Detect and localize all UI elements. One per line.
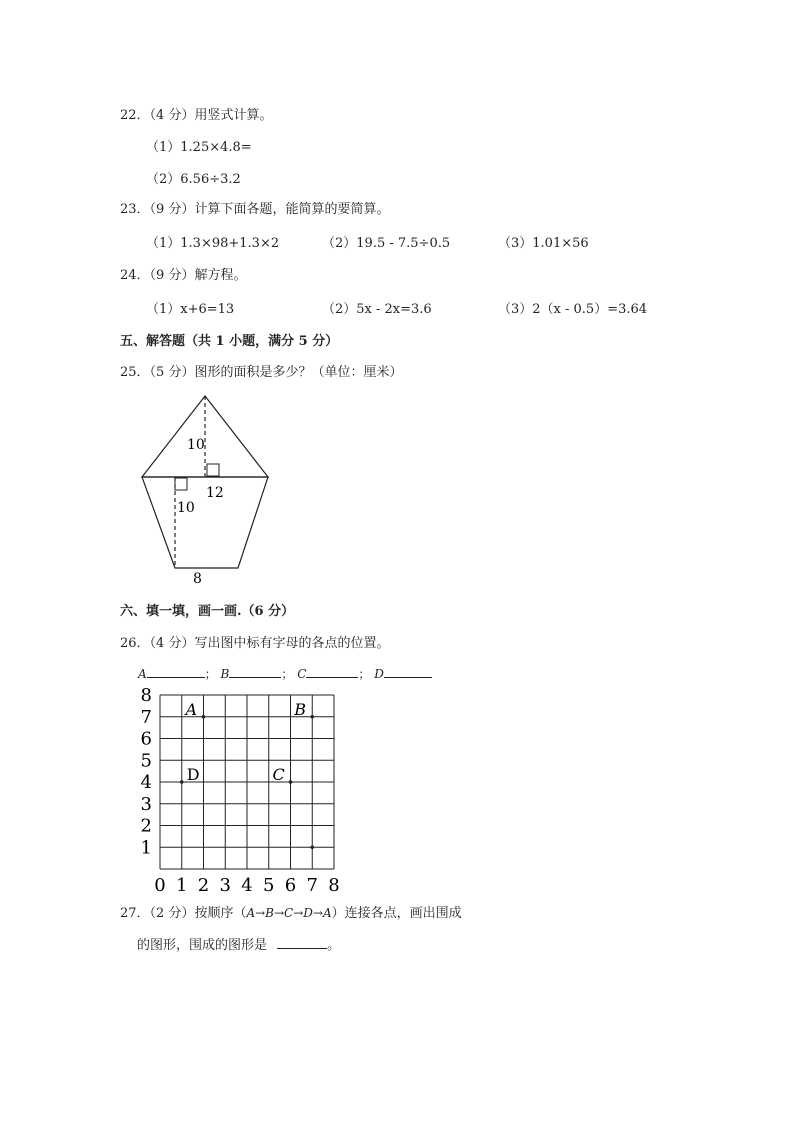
label-base: 12 <box>206 485 224 501</box>
blank-a[interactable] <box>147 677 205 678</box>
blank-label-a: A <box>138 667 147 681</box>
x-tick-label: 3 <box>219 875 231 896</box>
q27-line2 <box>137 934 340 953</box>
y-tick-label: 5 <box>140 750 152 772</box>
q26-title: 26．（4 分）写出图中标有字母的各点的位置。 <box>120 636 390 651</box>
q24-title: 24．（9 分）解方程。 <box>120 268 247 283</box>
q27-title <box>120 902 462 921</box>
blank-shape[interactable] <box>277 948 327 949</box>
section6-title: 六、填一填，画一画.（6 分） <box>120 604 295 619</box>
label-trapezoid-height: 10 <box>177 500 195 516</box>
q27-end: 。 <box>327 938 341 953</box>
right-angle-mark-2 <box>175 478 187 490</box>
x-tick-label: 7 <box>306 875 318 896</box>
q23-item-2: （2）19.5 - 7.5÷0.5 <box>322 236 451 251</box>
grid-point-d <box>180 780 184 784</box>
q22-title: 22．（4 分）用竖式计算。 <box>120 108 273 123</box>
x-tick-label: 8 <box>328 875 340 896</box>
q24-item-2: （2）5x - 2x=3.6 <box>322 302 432 317</box>
q26-blanks <box>138 665 432 682</box>
x-tick-label: 1 <box>176 875 188 896</box>
separator-1: ； <box>204 667 217 681</box>
point-label-c: C <box>272 765 285 784</box>
q22-item-1: （1）1.25×4.8= <box>146 140 252 155</box>
label-bottom: 8 <box>193 571 202 587</box>
y-tick-label: 6 <box>140 728 152 750</box>
grid-point-b <box>310 715 314 719</box>
q27-prefix: 27．（2 分）按顺序（ <box>120 906 247 921</box>
y-tick-label: 2 <box>140 815 152 837</box>
blank-d[interactable] <box>384 677 432 678</box>
triangle-shape <box>142 396 268 477</box>
q27-suffix: ）连接各点，画出围成 <box>331 906 462 921</box>
q23-title: 23．（9 分）计算下面各题，能简算的要简算。 <box>120 202 390 217</box>
grid-point <box>310 845 314 849</box>
label-triangle-height: 10 <box>187 437 205 453</box>
x-tick-label: 4 <box>241 875 253 896</box>
separator-2: ； <box>281 667 294 681</box>
y-tick-label: 7 <box>140 706 152 728</box>
blank-label-c: C <box>297 667 307 681</box>
section5-title: 五、解答题（共 1 小题，满分 5 分） <box>120 334 339 349</box>
blank-c[interactable] <box>306 677 358 678</box>
q25-figure <box>130 388 290 588</box>
q24-item-1: （1）x+6=13 <box>146 302 235 317</box>
grid-point-a <box>202 715 206 719</box>
x-tick-label: 0 <box>154 875 166 896</box>
y-tick-label: 1 <box>140 837 152 859</box>
separator-3: ； <box>358 667 371 681</box>
right-angle-mark-1 <box>207 464 219 476</box>
y-tick-label: 8 <box>140 688 152 706</box>
y-tick-label: 3 <box>140 793 152 815</box>
q22-item-2: （2）6.56÷3.2 <box>146 172 241 187</box>
coordinate-grid <box>130 688 350 898</box>
q27-sequence: A→B→C→D→A <box>246 906 332 920</box>
blank-label-b: B <box>220 667 230 681</box>
x-tick-label: 6 <box>284 875 297 896</box>
q23-item-3: （3）1.01×56 <box>498 236 589 251</box>
q25-title: 25．（5 分）图形的面积是多少？（单位：厘米） <box>120 365 403 380</box>
x-tick-label: 5 <box>263 875 275 896</box>
point-label-d: D <box>186 765 200 784</box>
x-tick-label: 2 <box>197 875 210 896</box>
y-tick-label: 4 <box>140 772 152 793</box>
trapezoid-shape <box>142 477 268 568</box>
point-label-b: B <box>294 699 307 719</box>
grid-point-c <box>289 780 293 784</box>
q27-line2-text: 的图形，围成的图形是 <box>137 938 268 953</box>
q24-item-3: （3）2（x - 0.5）=3.64 <box>498 302 648 317</box>
blank-b[interactable] <box>229 677 281 678</box>
blank-label-d: D <box>374 667 384 681</box>
q23-item-1: （1）1.3×98+1.3×2 <box>146 236 280 251</box>
point-label-a: A <box>185 699 198 719</box>
